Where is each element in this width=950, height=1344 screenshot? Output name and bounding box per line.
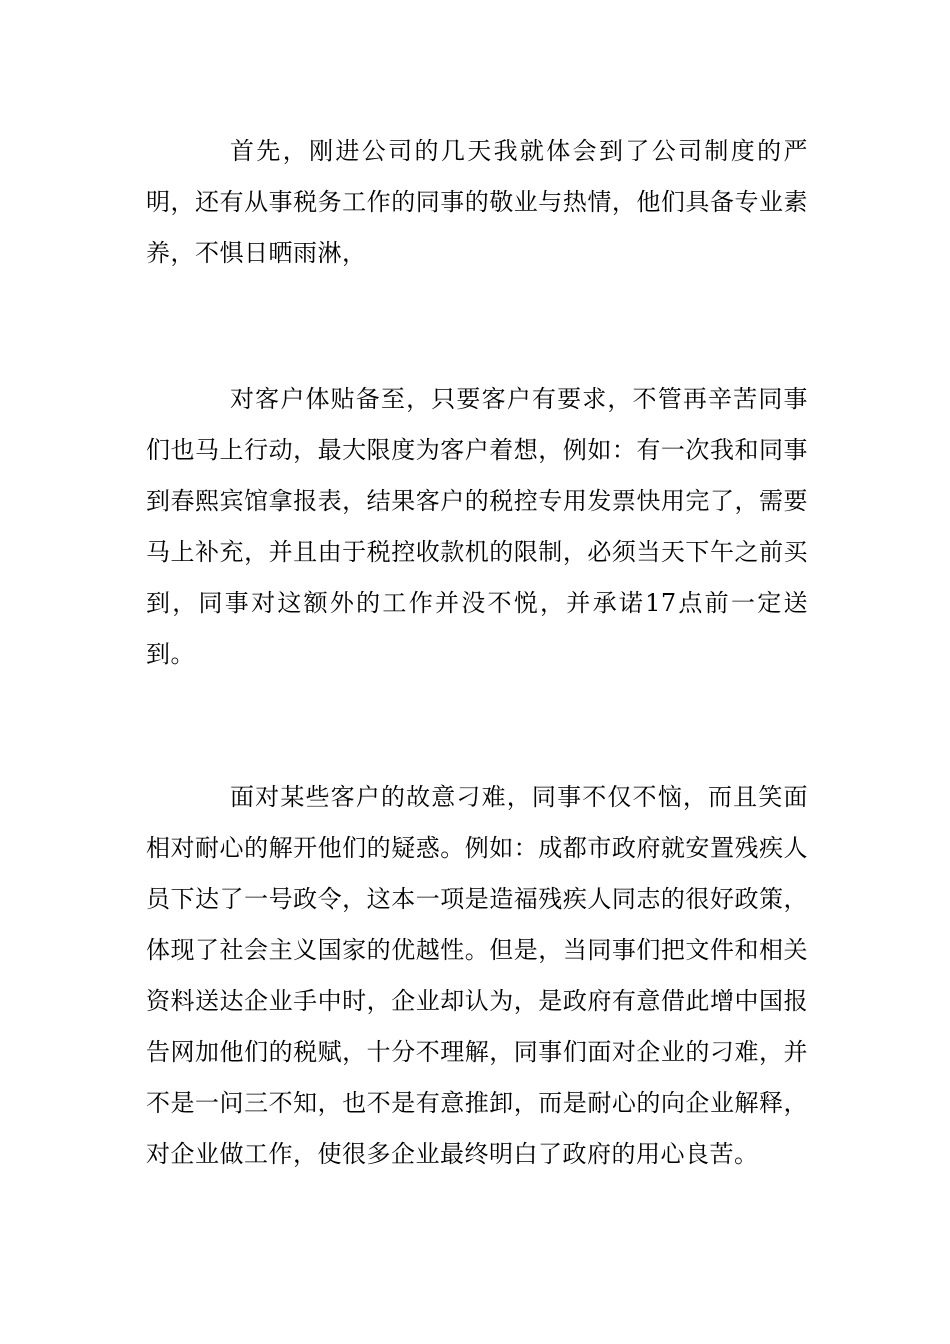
- paragraph-1: 首先，刚进公司的几天我就体会到了公司制度的严明，还有从事税务工作的同事的敬业与热情，他们具备专业素养，不惧日晒雨淋，: [146, 137, 808, 267]
- paragraph-3: 面对某些客户的故意刁难，同事不仅不恼，而且笑面相对耐心的解开他们的疑惑。例如：成都市政府就安置残疾人员下达了一号政令，这本一项是造福残疾人同志的很好政策，体现了社会主义国家的优越性。但是，当同事们把文件和相关资料送达企业手中时，企业却认为，是政府有意借此增中国报告网加他们的税赋，十分不理解，同事们面对企业的刁难，并不是一问三不知，也不是有意推卸，而是耐心的向企业解释，对企业做工作，使很多企业最终明白了政府的用心良苦。: [146, 783, 808, 1168]
- paragraph-2: 对客户体贴备至，只要客户有要求，不管再辛苦同事们也马上行动，最大限度为客户着想，例如：有一次我和同事到春熙宾馆拿报表，结果客户的税控专用发票快用完了，需要马上补充，并且由于税控收款机的限制，必须当天下午之前买到，同事对这额外的工作并没不悦，并承诺17点前一定送到。: [146, 385, 808, 668]
